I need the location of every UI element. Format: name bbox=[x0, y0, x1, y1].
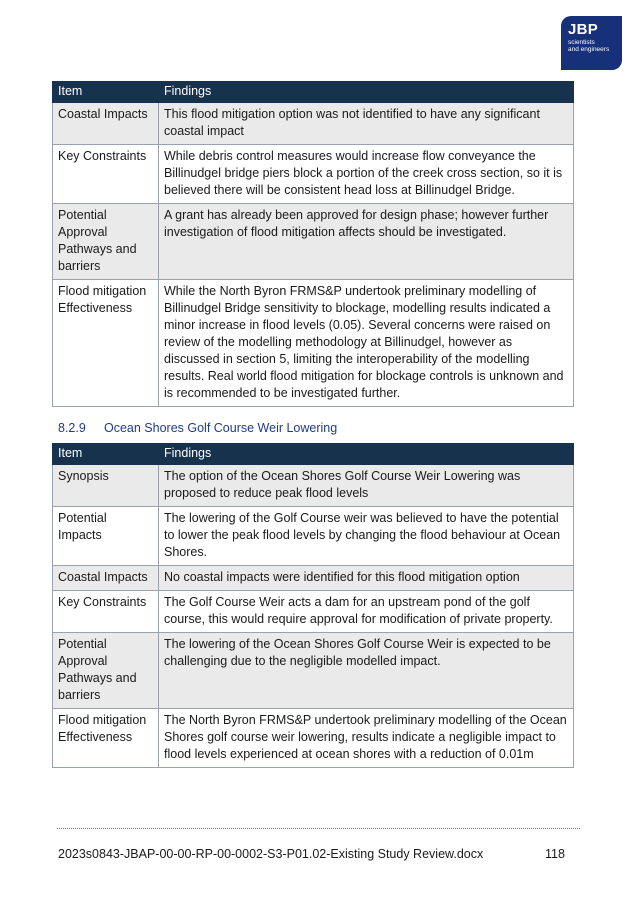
row-finding: While the North Byron FRMS&P undertook preliminary modelling of Billinudgel Bridge sensitivity to blockage, modelling results indicated a minor increase in flood levels (0.05). Several concerns were raised on review of the modelling methodology at Billinudgel, however as discussed in section 5, limiting the interoperability of the modelling results. Real world flood mitigation for blockage controls is unknown and is recommended to be investigated further. bbox=[159, 280, 574, 407]
row-item: Potential Approval Pathways and barriers bbox=[53, 204, 159, 280]
row-item: Potential Impacts bbox=[53, 507, 159, 566]
table-header-row bbox=[53, 444, 574, 465]
row-item: Flood mitigation Effectiveness bbox=[53, 280, 159, 407]
section-title: Ocean Shores Golf Course Weir Lowering bbox=[104, 421, 338, 435]
row-finding: A grant has already been approved for design phase; however further investigation of flood mitigation affects should be investigated. bbox=[159, 204, 574, 280]
row-item: Key Constraints bbox=[53, 145, 159, 204]
row-item: Potential Approval Pathways and barriers bbox=[53, 633, 159, 709]
row-finding: No coastal impacts were identified for this flood mitigation option bbox=[159, 566, 574, 591]
row-item: Key Constraints bbox=[53, 591, 159, 633]
findings-table-2 bbox=[52, 443, 574, 768]
row-finding: The Golf Course Weir acts a dam for an upstream pond of the golf course, this would require approval for modification of private property. bbox=[159, 591, 574, 633]
row-finding: The lowering of the Golf Course weir was believed to have the potential to lower the peak flood levels by changing the flood behaviour at Ocean Shores. bbox=[159, 507, 574, 566]
table-row bbox=[53, 566, 574, 591]
section-heading bbox=[58, 421, 337, 435]
section-number: 8.2.9 bbox=[58, 421, 86, 435]
row-finding: The lowering of the Ocean Shores Golf Course Weir is expected to be challenging due to the negligible modelled impact. bbox=[159, 633, 574, 709]
table-row bbox=[53, 204, 574, 280]
row-item: Coastal Impacts bbox=[53, 566, 159, 591]
table-row bbox=[53, 280, 574, 407]
header-findings: Findings bbox=[159, 444, 574, 465]
findings-table-1 bbox=[52, 81, 574, 407]
table-row bbox=[53, 507, 574, 566]
table-row bbox=[53, 709, 574, 768]
row-item: Synopsis bbox=[53, 465, 159, 507]
table-row bbox=[53, 465, 574, 507]
header-item: Item bbox=[53, 444, 159, 465]
footer-document-name: 2023s0843-JBAP-00-00-RP-00-0002-S3-P01.02-Existing Study Review.docx bbox=[58, 847, 484, 861]
logo-tagline-1: scientists bbox=[568, 39, 595, 46]
table-row bbox=[53, 145, 574, 204]
table-row bbox=[53, 103, 574, 145]
row-finding: This flood mitigation option was not identified to have any significant coastal impact bbox=[159, 103, 574, 145]
row-finding: The North Byron FRMS&P undertook preliminary modelling of the Ocean Shores golf course weir lowering, results indicate a negligible impact to flood levels experienced at ocean shores with a reduction of 0.01m bbox=[159, 709, 574, 768]
table-header-row bbox=[53, 82, 574, 103]
table-row bbox=[53, 591, 574, 633]
row-finding: While debris control measures would increase flow conveyance the Billinudgel bridge piers block a portion of the creek cross section, so it is believed there will be consistent head loss at Billinudgel Bridge. bbox=[159, 145, 574, 204]
header-findings: Findings bbox=[159, 82, 574, 103]
footer-page-number: 118 bbox=[545, 847, 565, 861]
header-item: Item bbox=[53, 82, 159, 103]
footer-divider bbox=[57, 828, 580, 829]
company-logo bbox=[561, 16, 622, 70]
row-finding: The option of the Ocean Shores Golf Course Weir Lowering was proposed to reduce peak flood levels bbox=[159, 465, 574, 507]
logo-tagline-2: and engineers bbox=[568, 46, 610, 53]
logo-brand: JBP bbox=[568, 21, 599, 38]
table-row bbox=[53, 633, 574, 709]
row-item: Flood mitigation Effectiveness bbox=[53, 709, 159, 768]
row-item: Coastal Impacts bbox=[53, 103, 159, 145]
